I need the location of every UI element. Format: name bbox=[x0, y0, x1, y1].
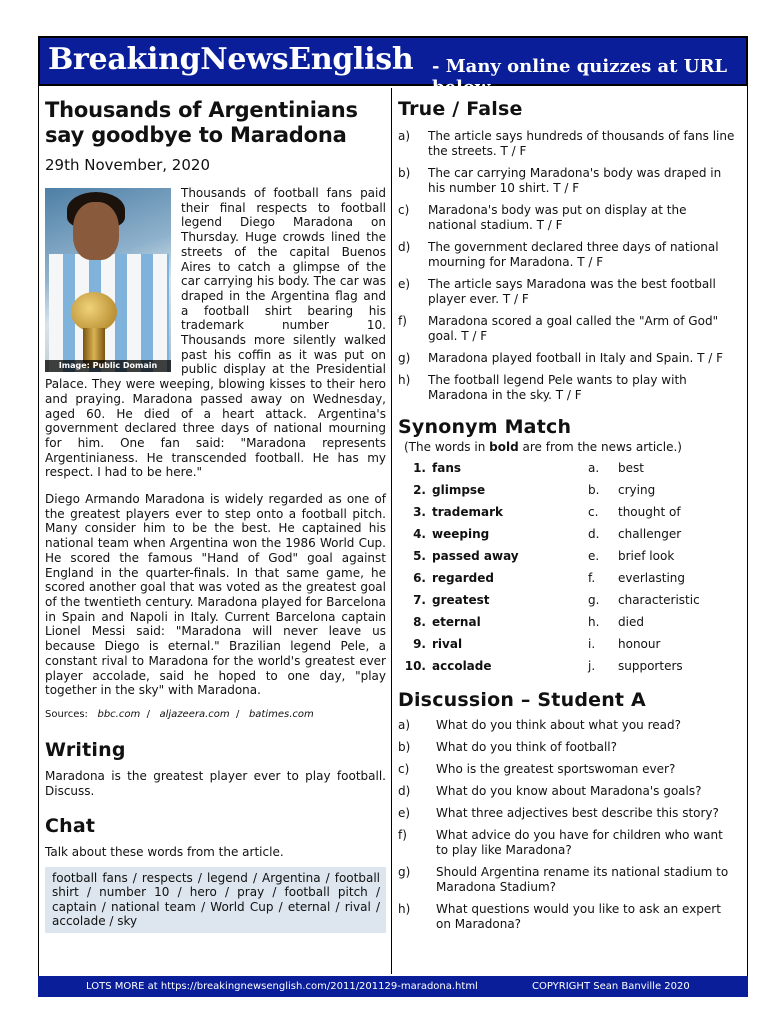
table-row bbox=[398, 655, 738, 677]
source-separator: / bbox=[236, 708, 240, 720]
article-date: 29th November, 2020 bbox=[45, 156, 210, 174]
item-letter: e) bbox=[398, 277, 411, 291]
footer-copyright: COPYRIGHT Sean Banville 2020 bbox=[532, 981, 690, 992]
world-cup-trophy-image bbox=[71, 292, 117, 332]
item-letter: e) bbox=[398, 806, 411, 820]
list-item bbox=[398, 314, 738, 344]
row-letter: e. bbox=[588, 549, 600, 563]
list-item bbox=[398, 865, 738, 895]
list-item bbox=[398, 373, 738, 403]
row-number: 5. bbox=[413, 549, 426, 563]
row-match: characteristic bbox=[618, 593, 700, 607]
row-letter: i. bbox=[588, 637, 596, 651]
item-letter: h) bbox=[398, 902, 411, 916]
row-number: 8. bbox=[413, 615, 426, 629]
table-row bbox=[398, 567, 738, 589]
left-column bbox=[45, 98, 386, 933]
table-row bbox=[398, 457, 738, 479]
row-word: greatest bbox=[432, 593, 490, 607]
item-text: Should Argentina rename its national stadium to Maradona Stadium? bbox=[436, 865, 729, 894]
synonym-note bbox=[404, 440, 738, 454]
list-item bbox=[398, 240, 738, 270]
true-false-heading: True / False bbox=[398, 98, 523, 120]
row-number: 1. bbox=[413, 461, 426, 475]
item-letter: a) bbox=[398, 718, 411, 732]
source-link[interactable]: bbc.com bbox=[97, 708, 141, 720]
footer-bar bbox=[38, 976, 748, 997]
article-body bbox=[45, 186, 386, 723]
table-row bbox=[398, 523, 738, 545]
row-word: trademark bbox=[432, 505, 503, 519]
row-letter: j. bbox=[588, 659, 596, 673]
row-letter: b. bbox=[588, 483, 600, 497]
list-item bbox=[398, 806, 738, 821]
row-word: rival bbox=[432, 637, 463, 651]
row-letter: h. bbox=[588, 615, 600, 629]
chat-intro: Talk about these words from the article. bbox=[45, 844, 284, 859]
source-separator: / bbox=[146, 708, 150, 720]
list-item bbox=[398, 351, 738, 366]
row-number: 4. bbox=[413, 527, 426, 541]
table-row bbox=[398, 589, 738, 611]
row-word: fans bbox=[432, 461, 462, 475]
item-letter: f) bbox=[398, 828, 407, 842]
maradona-photo bbox=[45, 188, 171, 372]
row-letter: f. bbox=[588, 571, 596, 585]
synonym-heading: Synonym Match bbox=[398, 416, 572, 438]
chat-word-box: football fans / respects / legend / Argentina / football shirt / number 10 / hero / pray / football pitch / captain / national team / World Cup / eternal / rival / accolade / sky bbox=[45, 867, 386, 933]
true-false-list bbox=[398, 129, 738, 403]
list-item bbox=[398, 129, 738, 159]
table-row bbox=[398, 611, 738, 633]
table-row bbox=[398, 501, 738, 523]
table-row bbox=[398, 633, 738, 655]
item-letter: f) bbox=[398, 314, 407, 328]
row-match: brief look bbox=[618, 549, 675, 563]
row-match: challenger bbox=[618, 527, 682, 541]
source-link[interactable]: batimes.com bbox=[248, 708, 314, 720]
list-item bbox=[398, 784, 738, 799]
note-text: (The words in bbox=[404, 440, 490, 454]
row-number: 9. bbox=[413, 637, 426, 651]
header-banner bbox=[38, 36, 748, 98]
row-match: crying bbox=[618, 483, 656, 497]
row-match: everlasting bbox=[618, 571, 686, 585]
item-letter: b) bbox=[398, 166, 411, 180]
item-text: The article says hundreds of thousands of fans line the streets. T / F bbox=[428, 129, 735, 158]
discussion-heading: Discussion – Student A bbox=[398, 689, 646, 711]
list-item bbox=[398, 718, 738, 733]
row-number: 10. bbox=[404, 659, 426, 673]
row-number: 6. bbox=[413, 571, 426, 585]
item-letter: d) bbox=[398, 784, 411, 798]
item-text: The government declared three days of national mourning for Maradona. T / F bbox=[428, 240, 719, 269]
row-match: thought of bbox=[618, 505, 681, 519]
item-text: What questions would you like to ask an expert on Maradona? bbox=[436, 902, 721, 931]
row-letter: c. bbox=[588, 505, 599, 519]
source-link[interactable]: aljazeera.com bbox=[159, 708, 230, 720]
row-number: 7. bbox=[413, 593, 426, 607]
list-item bbox=[398, 902, 738, 932]
note-text: are from the news article.) bbox=[518, 440, 682, 454]
row-match: died bbox=[618, 615, 644, 629]
chat-heading: Chat bbox=[45, 814, 96, 837]
writing-heading: Writing bbox=[45, 738, 126, 761]
item-letter: d) bbox=[398, 240, 411, 254]
table-row bbox=[398, 545, 738, 567]
item-letter: a) bbox=[398, 129, 411, 143]
row-letter: a. bbox=[588, 461, 600, 475]
item-text: The article says Maradona was the best football player ever. T / F bbox=[428, 277, 716, 306]
article-headline: Thousands of Argentinians say goodbye to Maradona bbox=[45, 98, 358, 147]
note-bold: bold bbox=[489, 440, 519, 454]
item-text: The car carrying Maradona's body was draped in his number 10 shirt. T / F bbox=[428, 166, 722, 195]
photo-credit: Image: Public Domain bbox=[45, 360, 171, 372]
item-letter: c) bbox=[398, 203, 410, 217]
row-letter: d. bbox=[588, 527, 600, 541]
row-word: glimpse bbox=[432, 483, 486, 497]
item-text: Who is the greatest sportswoman ever? bbox=[436, 762, 676, 776]
item-text: What three adjectives best describe this story? bbox=[436, 806, 719, 820]
synonym-table bbox=[398, 457, 738, 677]
row-word: regarded bbox=[432, 571, 494, 585]
item-letter: g) bbox=[398, 865, 411, 879]
item-letter: b) bbox=[398, 740, 411, 754]
row-number: 2. bbox=[413, 483, 426, 497]
item-text: Maradona's body was put on display at the national stadium. T / F bbox=[428, 203, 687, 232]
item-text: Maradona played football in Italy and Spain. T / F bbox=[428, 351, 724, 365]
item-text: The football legend Pele wants to play with Maradona in the sky. T / F bbox=[428, 373, 687, 402]
writing-prompt: Maradona is the greatest player ever to play football. Discuss. bbox=[45, 768, 386, 798]
item-text: What do you know about Maradona's goals? bbox=[436, 784, 702, 798]
discussion-list bbox=[398, 718, 738, 932]
row-word: weeping bbox=[432, 527, 490, 541]
list-item bbox=[398, 277, 738, 307]
row-word: passed away bbox=[432, 549, 519, 563]
item-letter: c) bbox=[398, 762, 410, 776]
list-item bbox=[398, 828, 738, 858]
row-number: 3. bbox=[413, 505, 426, 519]
right-column bbox=[398, 98, 738, 939]
row-word: eternal bbox=[432, 615, 481, 629]
row-match: best bbox=[618, 461, 644, 475]
item-text: What advice do you have for children who want to play like Maradona? bbox=[436, 828, 723, 857]
item-text: What do you think of football? bbox=[436, 740, 617, 754]
banner-tagline: - Many online quizzes at URL below bbox=[432, 56, 728, 98]
brand-title: BreakingNewsEnglish bbox=[48, 42, 414, 77]
row-match: honour bbox=[618, 637, 661, 651]
list-item bbox=[398, 762, 738, 777]
list-item bbox=[398, 203, 738, 233]
sources-line bbox=[45, 708, 386, 723]
list-item bbox=[398, 740, 738, 755]
item-letter: g) bbox=[398, 351, 411, 365]
article-paragraph-2: Diego Armando Maradona is widely regarded as one of the greatest players ever to step onto a football pitch. Many consider him to be the best. He captained his national team when Argentina won the 1986 World Cup. He scored the famous "Hand of God" goal against England in the quarter-finals. In that same game, he scored another goal that was voted as the greatest goal of the twentieth century. Maradona played for Barcelona in Spain and Napoli in Italy. Current Barcelona captain Lionel Messi said: "Maradona will never leave us because Diego is eternal." Brazilian legend Pele, a constant rival to Maradona for the world's greatest ever player accolade, said he hoped to one day, "play together in the sky" with Maradona. bbox=[45, 492, 386, 698]
item-text: What do you think about what you read? bbox=[436, 718, 681, 732]
column-divider bbox=[391, 88, 392, 974]
footer-url-link[interactable]: LOTS MORE at https://breakingnewsenglish.com/2011/201129-maradona.html bbox=[86, 981, 478, 992]
item-letter: h) bbox=[398, 373, 411, 387]
row-word: accolade bbox=[432, 659, 492, 673]
article-paragraph-1: Thousands of football fans paid their final respects to football legend Diego Maradona on Thursday. Huge crowds lined the streets of the capital Buenos Aires to catch a glimpse of the car carrying his body. The car was draped in the Argentina flag and a football shirt bearing his trademark number 10. Thousands more silently walked past his coffin as it was put on public display at the Presidential Palace. They were weeping, blowing kisses to their hero and praying. Maradona passed away on Wednesday, aged 60. He died of a heart attack. Argentina's government declared three days of national mourning for him. One fan said: "Maradona represents Argentinianess. He transcended football. He has my respect. I had to be here." bbox=[45, 186, 386, 480]
sources-label: Sources: bbox=[45, 708, 88, 720]
list-item bbox=[398, 166, 738, 196]
table-row bbox=[398, 479, 738, 501]
item-text: Maradona scored a goal called the "Arm of God" goal. T / F bbox=[428, 314, 719, 343]
row-match: supporters bbox=[618, 659, 683, 673]
row-letter: g. bbox=[588, 593, 600, 607]
